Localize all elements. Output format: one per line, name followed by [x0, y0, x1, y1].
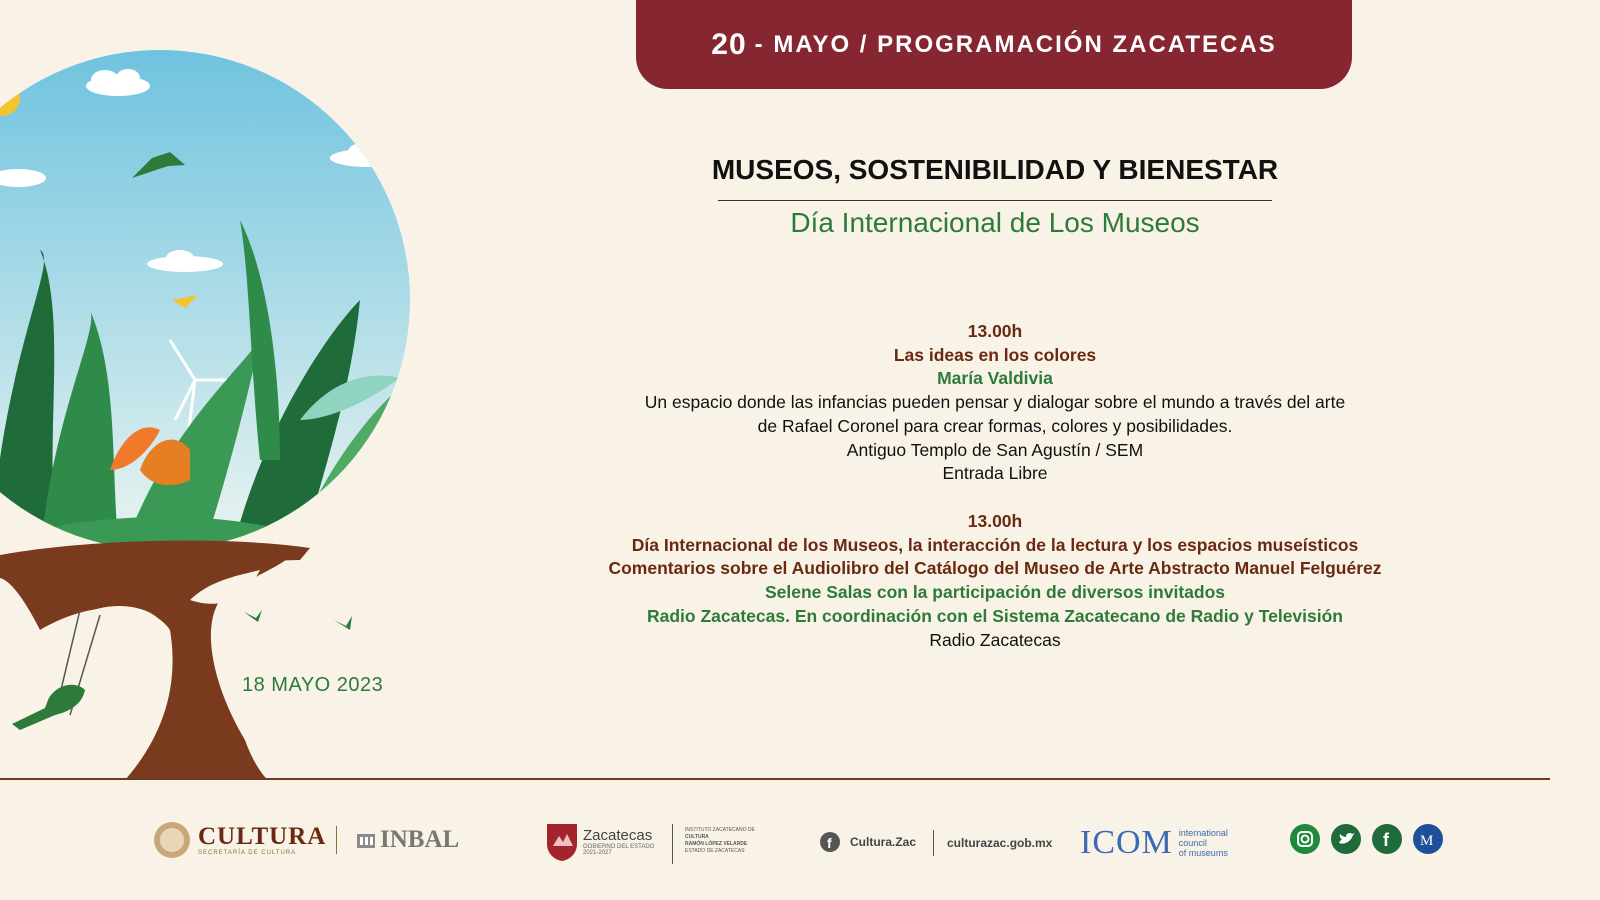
zacatecas-logo	[545, 822, 654, 862]
event-title: Comentarios sobre el Audiolibro del Catálogo del Museo de Arte Abstracto Manuel Felguérez	[608, 558, 1382, 579]
event-entry: Entrada Libre	[942, 463, 1048, 484]
instituto-line: RAMÓN LÓPEZ VELARDE	[685, 841, 748, 847]
child-on-swing-icon	[12, 685, 85, 730]
mexico-seal-icon	[152, 820, 192, 860]
cultura-logo	[152, 820, 326, 860]
page-title: MUSEOS, SOSTENIBILIDAD Y BIENESTAR	[711, 154, 1279, 185]
date-banner	[636, 0, 1352, 89]
event-host: Selene Salas con la participación de diversos invitados	[764, 582, 1226, 603]
event-2	[510, 510, 1480, 652]
icom-logo	[1080, 824, 1228, 862]
museum-m-icon[interactable]	[1413, 824, 1443, 854]
website-link[interactable]: culturazac.gob.mx	[947, 836, 1053, 850]
event-description: Un espacio donde las infancias pueden pensar y dialogar sobre el mundo a través del arte	[644, 392, 1346, 413]
svg-text:f: f	[827, 835, 832, 851]
event-time: 13.00h	[967, 321, 1023, 341]
social-icons	[1290, 824, 1443, 854]
icom-text: ICOM	[1080, 824, 1173, 861]
banner-text: - MAYO / PROGRAMACIÓN ZACATECAS	[754, 30, 1277, 58]
logo-separator	[672, 824, 673, 864]
svg-text:f: f	[1383, 830, 1389, 850]
instituto-line: CULTURA	[685, 834, 709, 840]
zacatecas-years: 2021-2027	[583, 850, 612, 856]
icom-subtext: council	[1178, 838, 1207, 848]
event-time: 13.00h	[967, 511, 1023, 531]
event-1	[510, 320, 1480, 486]
facebook-icon	[820, 832, 840, 852]
footer-divider	[0, 778, 1550, 780]
banner-day: 20	[711, 27, 747, 61]
logo-separator	[336, 826, 337, 854]
facebook-handle-link[interactable]	[820, 832, 916, 852]
twitter-icon[interactable]	[1331, 824, 1361, 854]
facebook-icon[interactable]	[1372, 824, 1402, 854]
tree-trunk	[0, 548, 300, 780]
tree-illustration	[0, 0, 420, 790]
event-coordination: Radio Zacatecas. En coordinación con el Sistema Zacatecano de Radio y Televisión	[646, 605, 1343, 626]
inbal-logo	[356, 826, 459, 854]
event-venue: Antiguo Templo de San Agustín / SEM	[846, 439, 1144, 460]
cultura-subtext: SECRETARÍA DE CULTURA	[198, 850, 297, 856]
date-label: 18 MAYO 2023	[242, 674, 384, 696]
zacatecas-shield-icon	[545, 822, 579, 862]
title-divider	[718, 200, 1272, 201]
instituto-line: INSTITUTO ZACATECANO DE	[685, 827, 755, 833]
event-artist: María Valdivia	[937, 368, 1053, 389]
zacatecas-text: Zacatecas	[583, 827, 653, 844]
instituto-line: ESTADO DE ZACATECAS	[685, 848, 745, 854]
cultura-text: CULTURA	[198, 823, 327, 850]
instituto-logo	[685, 827, 755, 855]
icom-subtext: of museums	[1178, 848, 1228, 858]
instagram-icon[interactable]	[1290, 824, 1320, 854]
bird-small-icon	[244, 610, 262, 622]
building-icon	[356, 830, 376, 850]
event-description: de Rafael Coronel para crear formas, colores y posibilidades.	[757, 415, 1233, 436]
event-title: Día Internacional de los Museos, la interacción de la lectura y los espacios museísticos	[631, 534, 1359, 555]
page-subtitle: Día Internacional de Los Museos	[790, 207, 1200, 238]
event-venue: Radio Zacatecas	[929, 629, 1061, 650]
icom-subtext: international	[1178, 828, 1228, 838]
zacatecas-subtext: GOBIERNO DEL ESTADO	[583, 844, 655, 850]
inbal-text: INBAL	[380, 826, 460, 853]
svg-text:M: M	[1420, 833, 1434, 849]
logo-separator	[933, 830, 934, 856]
event-title: Las ideas en los colores	[893, 344, 1097, 365]
bird-small-icon	[334, 616, 352, 630]
facebook-handle-text: Cultura.Zac	[850, 835, 917, 849]
